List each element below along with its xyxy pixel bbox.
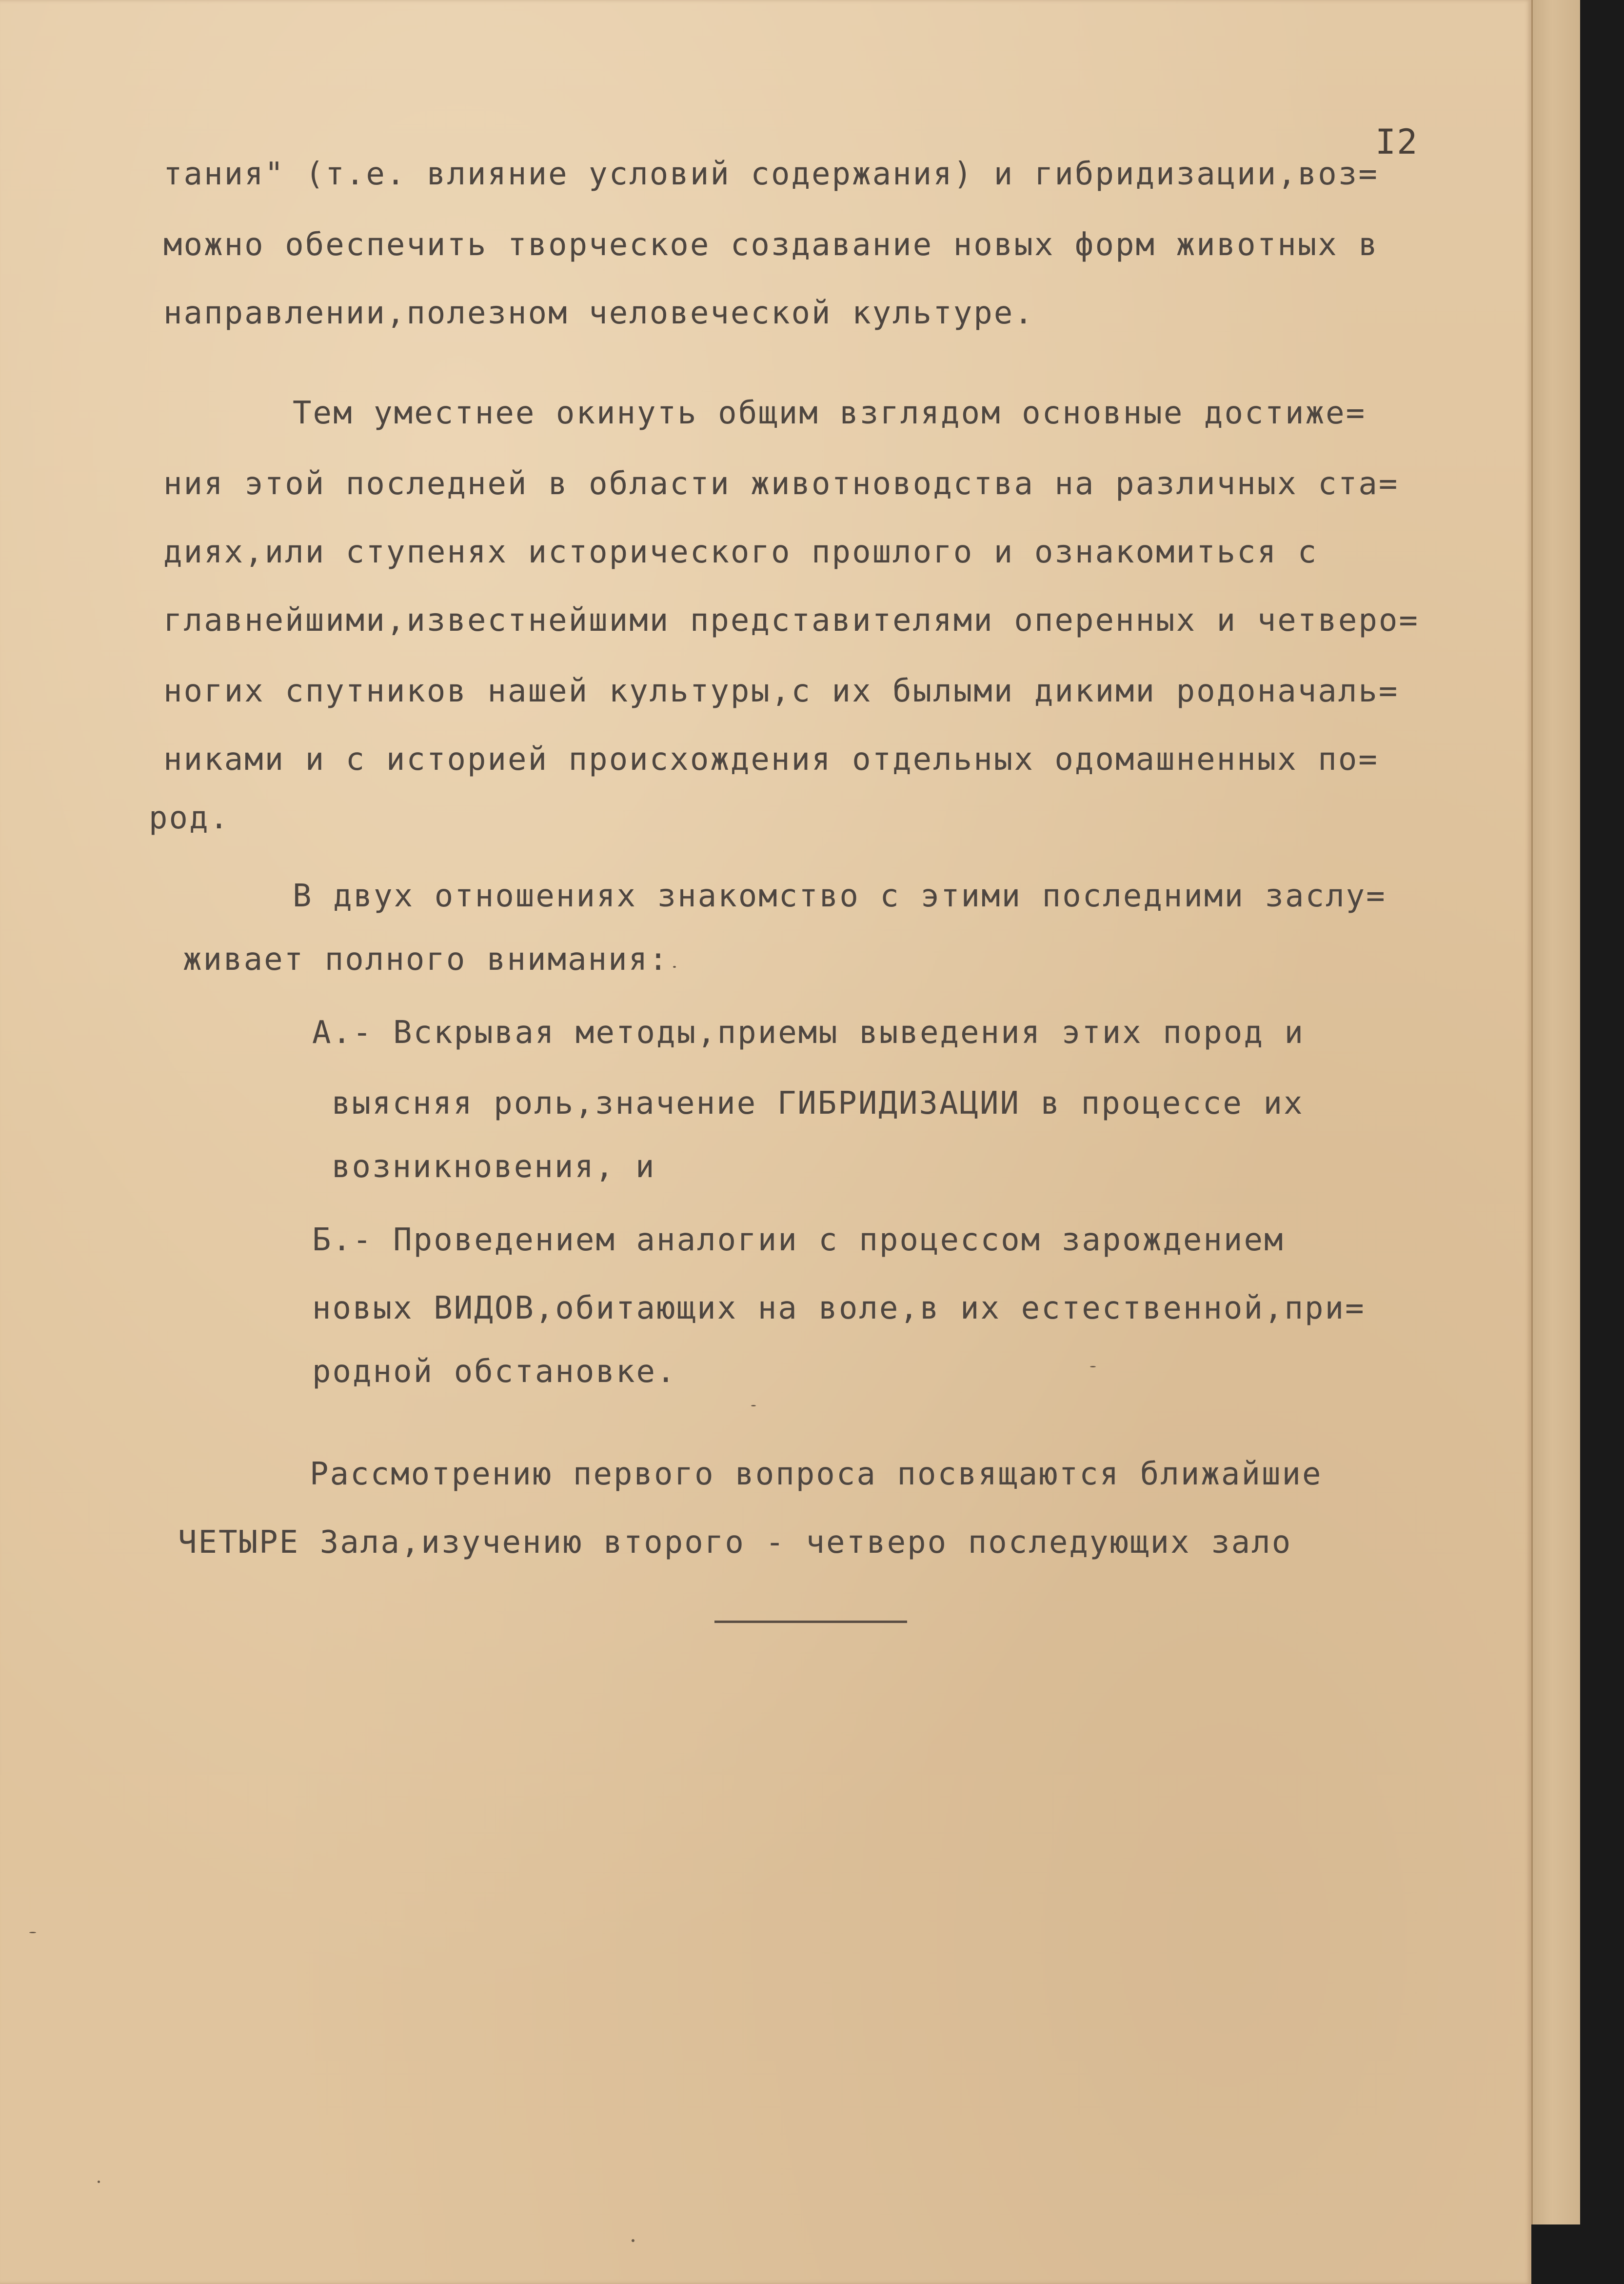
text-line: ногих спутников нашей культуры,с их былыми дикими родоначаль= <box>163 673 1399 709</box>
text-line: никами и с историей происхождения отдельных одомашненных по= <box>163 741 1379 778</box>
text-line: направлении,полезном человеческой культуре. <box>163 295 1034 331</box>
text-line: главнейшими,известнейшими представителями оперенных и четверо= <box>163 602 1419 639</box>
text-line: диях,или ступенях исторического прошлого и ознакомиться с <box>163 534 1318 570</box>
text-line: В двух отношениях знакомство с этими последними заслу= <box>293 878 1386 914</box>
text-line: Тем уместнее окинуть общим взглядом основные достиже= <box>293 395 1367 431</box>
text-line: род. <box>149 800 230 836</box>
page-number: I2 <box>1375 122 1419 162</box>
paper-speck <box>751 1405 756 1406</box>
list-item-b: Б.- Проведением аналогии с процессом зарождением <box>312 1222 1285 1258</box>
list-item-b-continued: родной обстановке. <box>312 1354 677 1390</box>
scan-background <box>1580 0 1624 2284</box>
underlying-page-edge <box>1531 0 1582 2224</box>
paper-speck <box>1090 1366 1096 1367</box>
torn-corner <box>1531 2224 1580 2284</box>
text-line: ЧЕТЫРЕ Зала,изучению второго - четверо последующих зало <box>178 1524 1292 1561</box>
list-item-a-continued: возникновения, и <box>332 1149 656 1185</box>
text-line: живает полного внимания: <box>183 942 669 978</box>
list-item-b-continued: новых ВИДОВ,обитающих на воле,в их естественной,при= <box>312 1290 1366 1326</box>
closing-rule <box>714 1621 907 1623</box>
text-line: можно обеспечить творческое создавание новых форм животных в <box>163 227 1379 263</box>
text-line: тания" (т.е. влияние условий содержания) и гибридизации,воз= <box>163 156 1379 192</box>
list-item-a-continued: выясняя роль,значение ГИБРИДИЗАЦИИ в процессе их <box>332 1085 1304 1122</box>
paper-speck <box>98 2181 100 2183</box>
paper-speck <box>29 1932 36 1933</box>
paper-speck <box>632 2239 634 2242</box>
text-line: Рассмотрению первого вопроса посвящаются ближайшие <box>310 1456 1323 1492</box>
paper-speck <box>673 966 676 968</box>
text-line: ния этой последней в области животноводства на различных ста= <box>163 466 1399 502</box>
list-item-a: А.- Вскрывая методы,приемы выведения этих пород и <box>312 1015 1305 1051</box>
